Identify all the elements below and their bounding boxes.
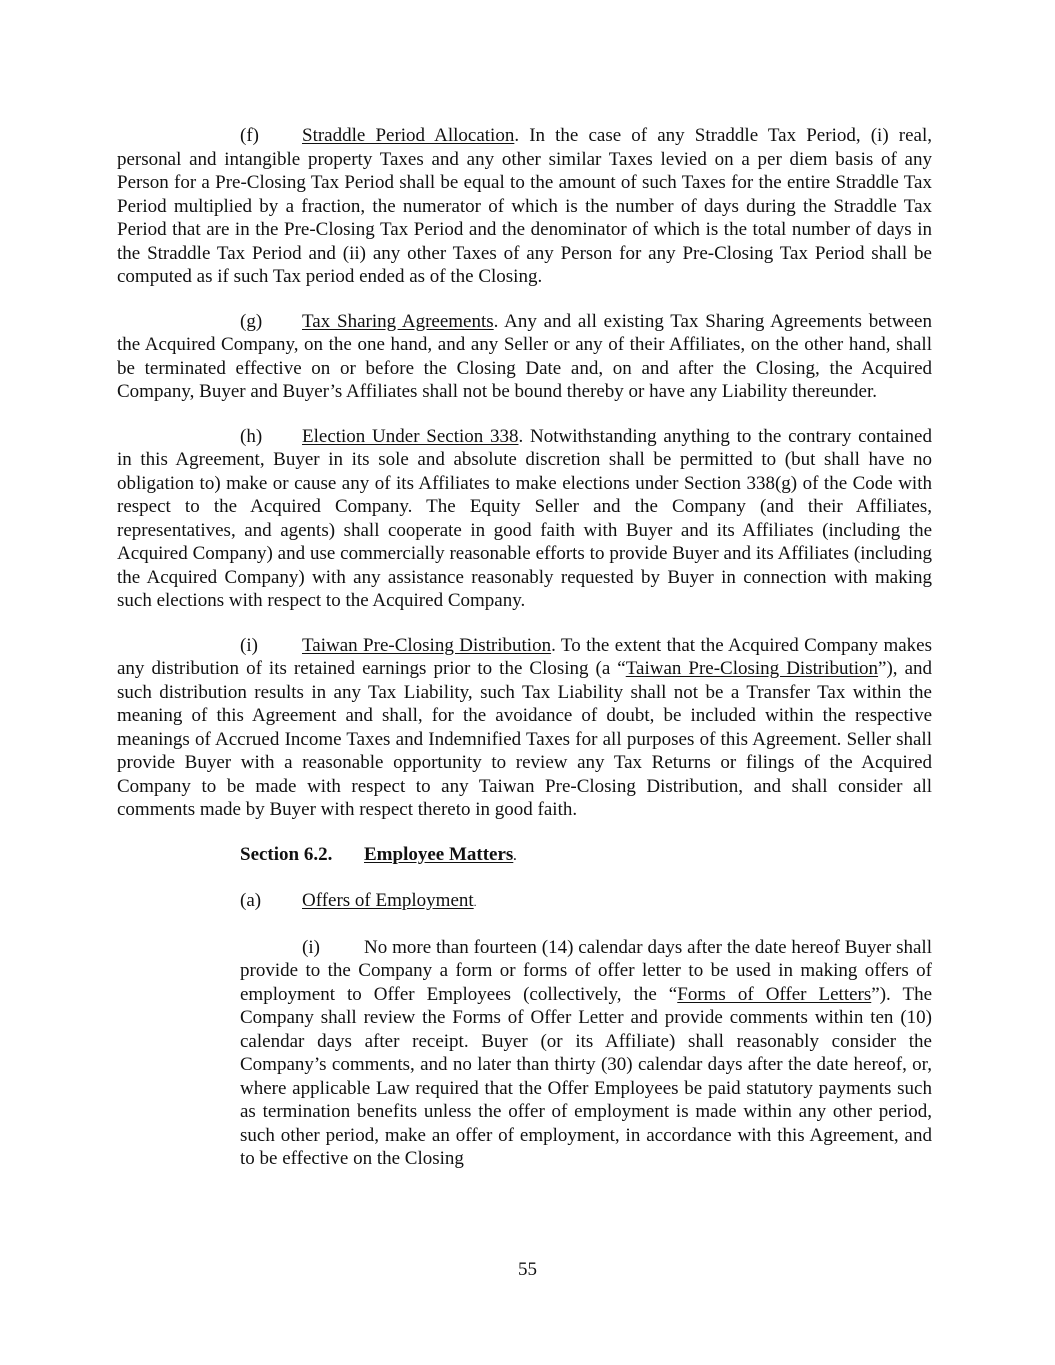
- item-i-paragraph: [240, 936, 932, 1171]
- paragraph-text: . Any and all existing Tax Sharing Agreements between the Acquired Company, on the one hand, and any Seller or any of their Affiliates, on the other hand, shall be terminated effective on or before the Closing Date and, on and after the Closing, the Acquired Company, Buyer and Buyer’s Affiliates shall not be bound thereby or have any Liability thereunder.: [117, 310, 932, 402]
- paragraph-h: [117, 425, 932, 613]
- section-title-period: .: [513, 848, 517, 863]
- paragraph-heading: Election Under Section 338: [302, 425, 519, 447]
- paragraph-label: (g): [240, 310, 263, 332]
- paragraph-f: [117, 124, 932, 289]
- paragraph-g: [117, 310, 932, 404]
- item-i-block: [240, 936, 932, 1171]
- section-heading: [240, 843, 932, 869]
- paragraph-text: . To the extent that the Acquired Company makes any distribution of its retained earnings prior to the Closing (a “: [117, 634, 932, 679]
- subsection-title-period: .: [473, 895, 477, 909]
- paragraph-label: (f): [240, 125, 259, 146]
- section-title: Employee Matters: [364, 843, 514, 865]
- paragraph-label: (i): [240, 634, 258, 656]
- document-body: [117, 124, 932, 1171]
- paragraph-heading: Straddle Period Allocation: [302, 125, 515, 146]
- subsection-label: (a): [240, 890, 262, 911]
- paragraph-text: . Notwithstanding anything to the contrary contained in this Agreement, Buyer in its sole and absolute discretion shall be permitted to (but shall have no obligation to) make or cause any of its Affiliates to make elections under Section 338(g) of the Code with respect to the Acquired Company. The Equity Seller and the Company (and their Affiliates, representatives, and agents) shall cooperate in good faith with Buyer and its Affiliates (including the Acquired Company) and use commercially reasonable efforts to provide Buyer and its Affiliates (including the Acquired Company) with any assistance reasonably requested by Buyer in connection with making such elections with respect to the Acquired Company.: [117, 425, 932, 611]
- paragraph-i: [117, 634, 932, 822]
- item-text: No more than fourteen (14) calendar days after the date hereof Buyer shall provide to the Company a form or forms of offer letter to be used in making offers of employment to Offer Employees (collectively, the “: [240, 936, 932, 1005]
- defined-term: Forms of Offer Letters: [677, 983, 872, 1005]
- paragraph-text: ”), and such distribution results in any Tax Liability, such Tax Liability shall not be a Transfer Tax within the meaning of this Agreement and shall, for the avoidance of doubt, be included within the respective meanings of Accrued Income Taxes and Indemnified Taxes for all purposes of this Agreement. Seller shall provide Buyer with a reasonable opportunity to review any Tax Returns or filings of the Acquired Company to be made with respect to any Taiwan Pre-Closing Distribution, and shall consider all comments made by Buyer with respect thereto in good faith.: [117, 658, 933, 820]
- paragraph-heading: Taiwan Pre-Closing Distribution: [302, 634, 552, 656]
- item-text: ”). The Company shall review the Forms of Offer Letter and provide comments within ten (10) calendar days after receipt. Buyer (or its Affiliate) shall reasonably consider the Company’s comments, and no later than thirty (30) calendar days after the date hereof, or, where applicable Law required that the Offer Employees be paid statutory payments such as termination benefits unless the offer of employment is made within any other period, such other period, make an offer of employment, in accordance with this Agreement, and to be effective on the Closing: [240, 983, 932, 1169]
- page-number: 55: [518, 1259, 537, 1280]
- section-number: Section 6.2.: [240, 843, 333, 865]
- defined-term: Taiwan Pre-Closing Distribution: [625, 658, 879, 679]
- paragraph-label: (h): [240, 425, 263, 447]
- subsection-title: Offers of Employment: [302, 890, 474, 911]
- subsection-heading-a: [240, 889, 932, 915]
- paragraph-text: . In the case of any Straddle Tax Period, (i) real, personal and intangible property Taxes and any other similar Taxes levied on a per diem basis of any Person for a Pre-Closing Tax Period shall be equal to the amount of such Taxes for the entire Straddle Tax Period multiplied by a fraction, the numerator of which is the number of days during the Straddle Tax Period that are in the Pre-Closing Tax Period and the denominator of which is the total number of days in the Straddle Tax Period and (ii) any other Taxes of any Person for any Pre-Closing Tax Period shall be computed as if such Tax period ended as of the Closing.: [117, 125, 932, 287]
- paragraph-heading: Tax Sharing Agreements: [302, 310, 494, 332]
- item-label: (i): [302, 936, 320, 958]
